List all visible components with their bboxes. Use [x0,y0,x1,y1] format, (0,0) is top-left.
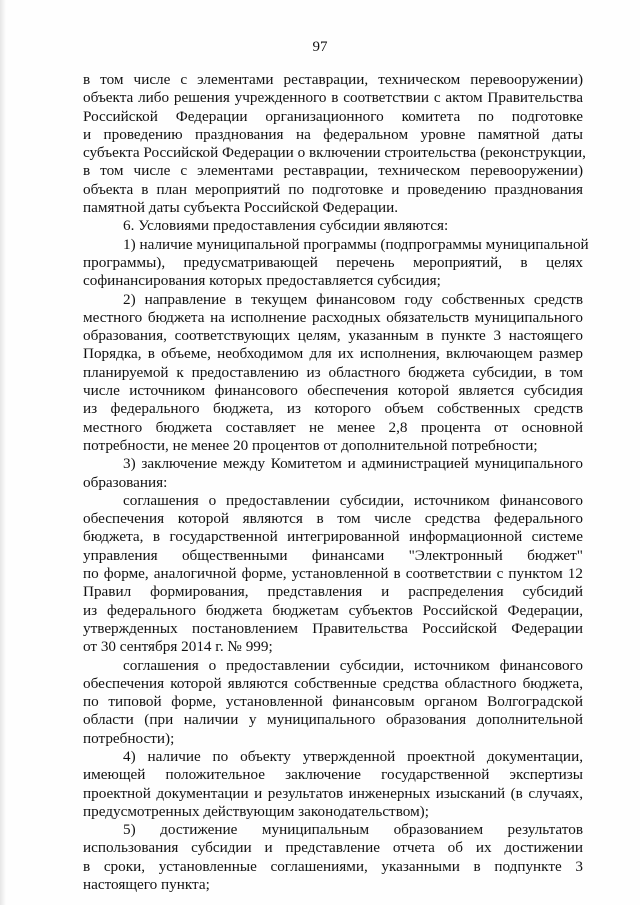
text-line: имеющей положительное заключение государственной экспертизы [83,766,583,784]
text-line: субъекта Российской Федерации о включении строительства (реконструкции, [83,144,586,162]
text-line: соглашения о предоставлении субсидии, источником финансового [123,491,583,509]
text-line: образования, соответствующих целям, указанным в пункте 3 настоящего [83,327,583,345]
text-line: по форме, аналогичной форме, установленной в соответствии с пунктом 12 [83,565,583,583]
text-line: потребности); [83,729,175,747]
text-line: 2) направление в текущем финансовом году собственных средств [123,290,583,308]
text-line: образования: [83,473,168,491]
text-line: местного бюджета на исполнение расходных обязательств муниципального [83,308,583,326]
text-line: обеспечения которой являются собственные средства областного бюджета, [83,674,583,692]
text-line: настоящего пункта; [83,876,210,894]
text-line: 3) заключение между Комитетом и администрацией муниципального [123,455,583,473]
text-line: по типовой форме, установленной финансовым органом Волгоградской [83,693,583,711]
text-line: обеспечения которой являются в том числе средства федерального [83,510,583,528]
text-line: местного бюджета составляет не менее 2,8 процента от основной [83,418,583,436]
text-line: и проведению празднования на федеральном уровне памятной даты [83,125,583,143]
text-line: программы), предусматривающей перечень мероприятий, в целях [83,253,583,271]
text-line: использования субсидии и представление отчета об их достижении [83,839,583,857]
document-body [83,71,589,894]
text-line: в сроки, установленные соглашениями, указанными в подпункте 3 [83,857,583,875]
text-line: софинансирования которых предоставляется субсидия; [83,272,441,290]
text-line: предусмотренных действующим законодательством); [83,802,429,820]
text-line: 5) достижение муниципальным образованием результатов [123,821,583,839]
text-line: из федерального бюджета, из которого объем собственных средств [83,400,583,418]
text-line: Российской Федерации организационного комитета по подготовке [83,107,583,125]
text-line: Порядка, в объеме, необходимом для их исполнения, включающем размер [83,345,583,363]
text-line: проектной документации и результатов инженерных изысканий (в случаях, [83,784,583,802]
text-line: 4) наличие по объекту утвержденной проектной документации, [123,747,583,765]
text-line: утвержденных постановлением Правительства Российской Федерации [83,619,583,637]
text-line: 1) наличие муниципальной программы (подпрограммы муниципальной [123,235,589,253]
text-line: в том числе с элементами реставрации, техническом перевооружении) [83,162,583,180]
page-number: 97 [312,39,328,55]
text-line: соглашения о предоставлении субсидии, источником финансового [123,656,583,674]
scan-edge-shadow [0,0,6,905]
text-line: управления общественными финансами "Электронный бюджет" [83,546,583,564]
text-line: числе источником финансового обеспечения которой является субсидия [83,382,583,400]
text-line: области (при наличии у муниципального образования дополнительной [83,711,583,729]
text-line: из федерального бюджета бюджетам субъектов Российской Федерации, [83,601,583,619]
text-line: объекта либо решения учрежденного в соответствии с актом Правительства [83,89,583,107]
text-line: памятной даты субъекта Российской Федерации. [83,199,399,217]
text-line: планируемой к предоставлению из областного бюджета субсидии, в том [83,363,583,381]
text-line: 6. Условиями предоставления субсидии являются: [123,217,449,235]
text-line: Правил формирования, представления и распределения субсидий [83,583,583,601]
text-line: от 30 сентября 2014 г. № 999; [83,638,273,656]
text-line: в том числе с элементами реставрации, техническом перевооружении) [83,71,583,88]
text-line: объекта в план мероприятий по подготовке и проведению празднования [83,180,583,198]
text-line: потребности, не менее 20 процентов от дополнительной потребности; [83,436,538,454]
text-line: бюджета, в государственной интегрированной информационной системе [83,528,583,546]
